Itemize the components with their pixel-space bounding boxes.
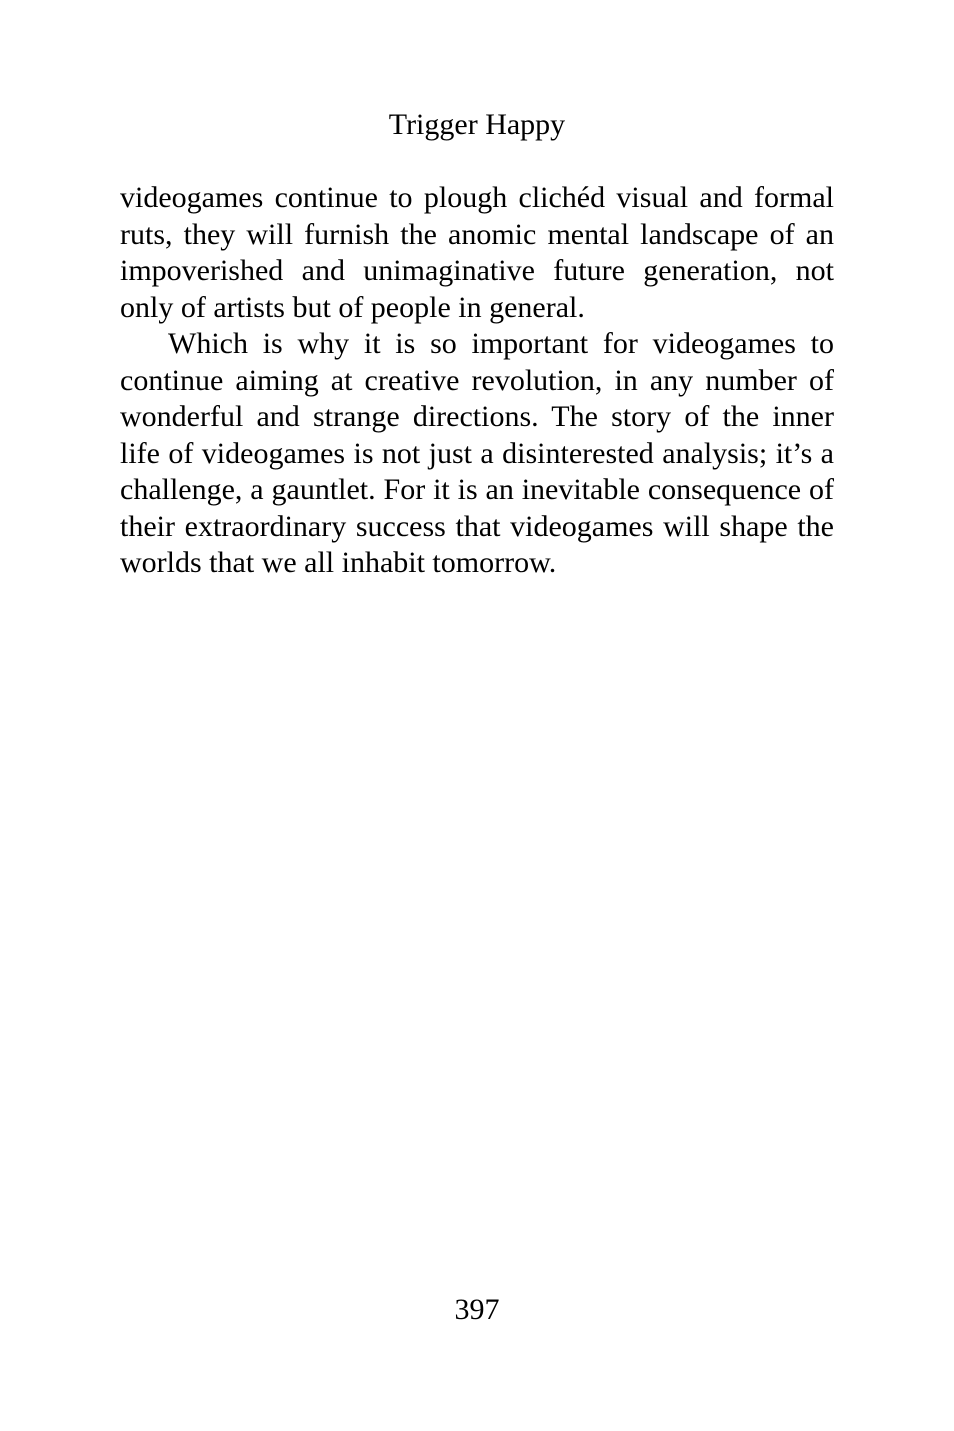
page-number: 397 xyxy=(454,1293,500,1326)
running-head: Trigger Happy xyxy=(388,108,566,141)
paragraph: Which is why it is so important for videogames to continue aiming at creative revolution, in any number of wonderful and strange directions. The story of the inner life of videogames is not just a disinterested analysis; it’s a challenge, a gauntlet. For it is an inevitable consequence of their extraordinary success that videogames will shape the worlds that we all inhabit tomorrow. xyxy=(120,327,834,579)
body-text xyxy=(120,180,834,582)
paragraph-continued: videogames continue to plough clichéd visual and formal ruts, they will furnish the anomic mental landscape of an impoverished and unimaginative future generation, not only of artists but of people in general. xyxy=(120,181,834,324)
